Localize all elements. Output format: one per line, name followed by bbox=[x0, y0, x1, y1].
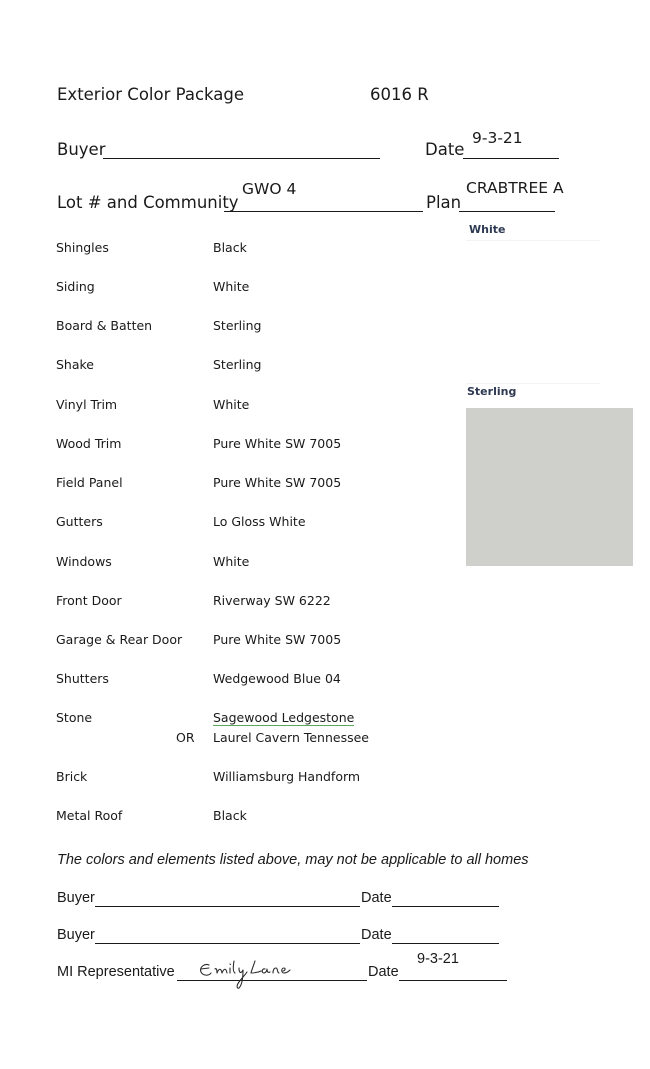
item-value bbox=[213, 710, 354, 725]
or-label: OR bbox=[176, 730, 195, 745]
lot-field[interactable] bbox=[224, 211, 423, 212]
item-label: Shake bbox=[56, 357, 95, 372]
item-label: Gutters bbox=[56, 514, 103, 529]
item-value: White bbox=[213, 279, 250, 294]
plan-label: Plan bbox=[426, 193, 462, 212]
item-label: Front Door bbox=[56, 593, 122, 608]
swatch-label-sterling: Sterling bbox=[467, 385, 517, 398]
date2-label: Date bbox=[361, 927, 392, 943]
plan-field[interactable] bbox=[459, 211, 555, 212]
rep-date-label: Date bbox=[368, 964, 399, 980]
item-label: Board & Batten bbox=[56, 318, 153, 333]
item-value: Black bbox=[213, 808, 247, 823]
item-label: Garage & Rear Door bbox=[56, 632, 183, 647]
item-value: Sterling bbox=[213, 318, 262, 333]
item-value: Pure White SW 7005 bbox=[213, 436, 342, 451]
item-label: Stone bbox=[56, 710, 93, 725]
buyer2-label: Buyer bbox=[57, 927, 95, 943]
item-label: Field Panel bbox=[56, 475, 123, 490]
item-label: Metal Roof bbox=[56, 808, 123, 823]
rep-signature bbox=[195, 955, 295, 993]
item-value: Sterling bbox=[213, 357, 262, 372]
plan-value: CRABTREE A bbox=[466, 179, 564, 197]
rep-label: MI Representative bbox=[57, 964, 175, 980]
item-label: Wood Trim bbox=[56, 436, 122, 451]
item-label: Brick bbox=[56, 769, 88, 784]
item-value: White bbox=[213, 554, 250, 569]
rep-signature-text: Emily Lane bbox=[195, 991, 201, 992]
buyer-field[interactable] bbox=[103, 158, 380, 159]
item-value: Pure White SW 7005 bbox=[213, 632, 342, 647]
item-label: Shutters bbox=[56, 671, 109, 686]
item-value: White bbox=[213, 397, 250, 412]
date-label: Date bbox=[425, 140, 465, 159]
buyer-label: Buyer bbox=[57, 140, 106, 159]
disclaimer-notice: The colors and elements listed above, may not be applicable to all homes bbox=[57, 852, 529, 868]
item-value: Lo Gloss White bbox=[213, 514, 306, 529]
item-value: Riverway SW 6222 bbox=[213, 593, 331, 608]
item-label: Vinyl Trim bbox=[56, 397, 118, 412]
stone-alt-value: Laurel Cavern Tennessee bbox=[213, 730, 369, 745]
lot-value: GWO 4 bbox=[242, 180, 297, 198]
date1-field[interactable] bbox=[392, 906, 499, 907]
item-value: Black bbox=[213, 240, 247, 255]
date-field[interactable] bbox=[463, 158, 559, 159]
swatch-sterling bbox=[466, 408, 633, 566]
item-label: Siding bbox=[56, 279, 95, 294]
package-number: 6016 R bbox=[370, 85, 429, 104]
date1-label: Date bbox=[361, 890, 392, 906]
item-label: Windows bbox=[56, 554, 112, 569]
rep-date-field[interactable] bbox=[399, 980, 507, 981]
rep-date-value: 9-3-21 bbox=[417, 951, 459, 967]
swatch-label-white: White bbox=[469, 223, 506, 236]
date2-field[interactable] bbox=[392, 943, 499, 944]
item-value: Pure White SW 7005 bbox=[213, 475, 342, 490]
stone-primary-value: Sagewood Ledgestone bbox=[213, 710, 355, 725]
buyer2-signature-field[interactable] bbox=[95, 943, 360, 944]
buyer1-signature-field[interactable] bbox=[95, 906, 360, 907]
date-value: 9-3-21 bbox=[472, 129, 523, 147]
item-label: Shingles bbox=[56, 240, 109, 255]
page-title: Exterior Color Package bbox=[57, 85, 245, 104]
buyer1-label: Buyer bbox=[57, 890, 95, 906]
item-value: Wedgewood Blue 04 bbox=[213, 671, 341, 686]
swatch-white bbox=[466, 240, 600, 384]
lot-label: Lot # and Community bbox=[57, 193, 239, 212]
item-value: Williamsburg Handform bbox=[213, 769, 361, 784]
